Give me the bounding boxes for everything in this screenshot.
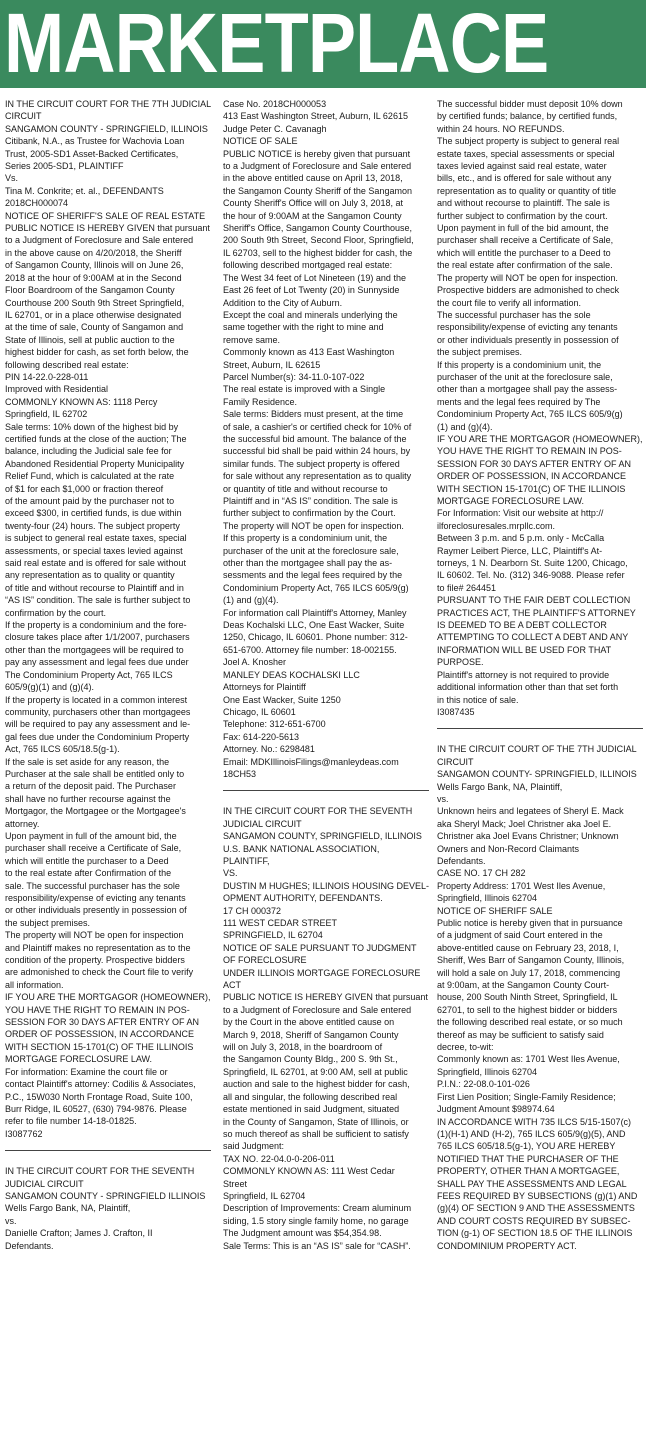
notice-line: Judge Peter C. Cavanagh [223, 123, 327, 134]
notice-line: The subject property is subject to general real [437, 136, 620, 147]
notice-line: Sheriff's Office, Sangamon County Courthouse, [223, 223, 412, 234]
notice-line: Description of Improvements: Cream aluminum [223, 1203, 412, 1214]
column-1 [5, 98, 211, 1445]
notice-line: The property will NOT be open for inspection [5, 930, 184, 941]
notice-line: SANGAMON COUNTY, SPRINGFIELD, ILLINOIS [223, 831, 422, 842]
notice-line: Citibank, N.A., as Trustee for Wachovia Loan [5, 136, 185, 147]
notice-line: 200 South 9th Street, Second Floor, Springfield, [223, 235, 414, 246]
notice-line: above-entitled cause on February 23, 2018, I, [437, 942, 619, 953]
notice-line: Floor Boardroom of the Sangamon County [5, 285, 175, 296]
notice-line: IS DEEMED TO BE A DEBT COLLECTOR [437, 620, 607, 631]
notice-line: SANGAMON COUNTY - SPRINGFIELD, ILLINOIS [5, 123, 208, 134]
notice-line: First Lien Position; Single-Family Residence; [437, 1091, 616, 1102]
legal-notice [437, 98, 643, 718]
notice-line: Street, Auburn, IL 62615 [223, 359, 321, 370]
notice-divider [223, 790, 429, 791]
notice-line: MANLEY DEAS KOCHALSKI LLC [223, 669, 360, 680]
notice-line: FEES REQUIRED BY SUBSECTIONS (g)(1) AND [437, 1190, 638, 1201]
notice-line: IN ACCORDANCE WITH 735 ILCS 5/15-1507(c) [437, 1116, 632, 1127]
notice-line: NOTICE OF SHERIFF'S SALE OF REAL ESTATE [5, 210, 206, 221]
notice-line: IL 62703, sell to the highest bidder for cash, the [223, 247, 413, 258]
notice-line: at the time of sale, County of Sangamon and [5, 322, 184, 333]
notice-divider [5, 1150, 211, 1151]
notice-line: Judgment Amount $98974.64 [437, 1104, 555, 1115]
notice-line: refer to file number 14-18-01825. [5, 1116, 137, 1127]
notice-line: The West 34 feet of Lot Nineteen (19) and the [223, 272, 406, 283]
notice-line: ORDER OF POSSESSION, IN ACCORDANCE [5, 1029, 195, 1040]
notice-line: exceed $300, in certified funds, is due within [5, 508, 182, 519]
notice-line: WITH SECTION 15-1701(C) OF THE ILLINOIS [437, 483, 626, 494]
notice-line: PROPERTY, OTHER THAN A MORTGAGEE, [437, 1166, 620, 1177]
notice-line: Wells Fargo Bank, NA, Plaintiff, [437, 781, 563, 792]
notice-line: PURPOSE. [437, 657, 484, 668]
notice-line: NOTIFIED THAT THE PURCHASER OF THE [437, 1153, 619, 1164]
notice-line: following described mortgaged real estate: [223, 260, 393, 271]
notice-line: COMMONLY KNOWN AS: 1118 Percy [5, 396, 158, 407]
notice-line: 62701, to sell to the highest bidder or bidders [437, 1004, 618, 1015]
notice-line: taxes levied against said real estate, water [437, 161, 607, 172]
notice-line: which will entitle the purchaser to a Deed to [437, 247, 611, 258]
notice-line: bills, etc., and is offered for sale without any [437, 173, 612, 184]
notice-line: additional information other than that set forth [437, 682, 619, 693]
column-3 [437, 98, 643, 1445]
notice-line: The Condominium Property Act, 765 ILCS [5, 669, 173, 680]
notice-line: Springfield, IL 62701, at 9:00 AM, sell at public [223, 1066, 408, 1077]
notice-line: of the amount paid by the purchaser not to [5, 496, 175, 506]
notice-line: Public notice is hereby given that in pursuance [437, 918, 623, 928]
notice-line: SHALL PAY THE ASSESSMENTS AND LEGAL [437, 1178, 627, 1189]
notice-line: same together with the right to mine and [223, 322, 384, 333]
notice-line: community, purchasers other than mortgagees [5, 706, 191, 717]
notice-line: U.S. BANK NATIONAL ASSOCIATION, [223, 843, 380, 854]
notice-line: sessments and the legal fees required by the [223, 570, 403, 581]
notice-line: purchaser of the unit at the foreclosure sale, [437, 371, 613, 382]
notice-line: CONDOMINIUM PROPERTY ACT. [437, 1240, 577, 1251]
notice-columns [5, 98, 643, 1445]
notice-line: For Information: Visit our website at http:// [437, 508, 604, 519]
notice-line: If the property is a condominium and the fore- [5, 620, 187, 631]
notice-line: assessments, or special taxes levied against [5, 545, 183, 556]
notice-line: Mortgagor, the Mortgagee or the Mortgagee's [5, 806, 186, 817]
notice-line: P.I.N.: 22-08.0-101-026 [437, 1079, 530, 1090]
notice-line: One East Wacker, Suite 1250 [223, 694, 341, 705]
notice-line: confirmation by the court. [5, 607, 107, 618]
notice-line: purchaser shall receive a Certificate of Sale, [5, 843, 182, 854]
notice-line: 2018CH000074 [5, 198, 69, 209]
notice-line: balance, including the Judicial sale fee for [5, 446, 172, 457]
notice-line: all and singular, the following described real [223, 1091, 398, 1102]
notice-line: at 9:00am, at the Sangamon County Court- [437, 980, 610, 991]
notice-line: Springfield, IL 62704 [223, 1190, 306, 1201]
notice-line: ORDER OF POSSESSION, IN ACCORDANCE [437, 471, 627, 482]
notice-line: to a Judgment of Foreclosure and Sale entered [223, 161, 412, 172]
notice-line: the real estate after confirmation of the sale. [437, 260, 613, 271]
notice-line: Owners and Non-Record Claimants [437, 843, 580, 854]
notice-line: siding, 1.5 story single family home, no garage [223, 1215, 409, 1226]
notice-line: 1250, Chicago, IL 60601. Phone number: 312- [223, 632, 408, 643]
notice-line: March 9, 2018, Sheriff of Sangamon County [223, 1029, 399, 1040]
notice-line: auction and sale to the highest bidder for cash, [223, 1079, 410, 1090]
notice-line: The property will NOT be open for inspection. [223, 520, 404, 531]
notice-line: NOTICE OF SALE [223, 136, 298, 147]
notice-line: Purchaser at the sale shall be entitled only to [5, 768, 185, 779]
notice-line: IL 62701, or in a place otherwise designated [5, 309, 182, 320]
notice-line: For information: Examine the court file or [5, 1066, 168, 1077]
notice-line: Email: MDKIllinoisFilings@manleydeas.com [223, 756, 399, 767]
notice-line: by certified funds; balance, by certified funds, [437, 111, 618, 122]
notice-line: following described real estate: [5, 359, 129, 370]
notice-line: of title and without recourse to Plaintiff and in [5, 582, 184, 593]
notice-line: other than a mortgagee shall pay the assess- [437, 384, 618, 395]
notice-line: of Sangamon County, Illinois will on June 26, [5, 260, 184, 271]
notice-line: SPRINGFIELD, IL 62704 [223, 930, 323, 941]
notice-line: Danielle Crafton; James J. Crafton, II [5, 1228, 153, 1239]
notice-line: IN THE CIRCUIT COURT FOR THE SEVENTH [223, 806, 413, 817]
notice-line: Springfield, Illinois 62704 [437, 893, 538, 904]
notice-line: If this property is a condominium unit, the [223, 533, 388, 544]
notice-line: JUDICIAL CIRCUIT [5, 1178, 84, 1189]
notice-line: 413 East Washington Street, Auburn, IL 62615 [223, 111, 408, 122]
notice-line: of sale, a cashier's or certified check for 10% of [223, 421, 412, 432]
notice-line: other than the mortgagees will be required to [5, 644, 184, 655]
notice-line: ilforeclosuresales.mrpllc.com. [437, 520, 556, 531]
notice-line: Street [223, 1178, 248, 1189]
notice-line: Christner aka Joel Evans Christner; Unknown [437, 831, 619, 842]
notice-line: Wells Fargo Bank, NA, Plaintiff, [5, 1203, 131, 1214]
notice-line: TAX NO. 22-04.0-0-206-011 [223, 1153, 335, 1164]
notice-line: UNDER ILLINOIS MORTGAGE FORECLOSURE [223, 967, 421, 978]
notice-line: The real estate is improved with a Single [223, 384, 386, 395]
notice-line: PUBLIC NOTICE IS HEREBY GIVEN that pursuant [5, 223, 210, 234]
notice-line: The successful purchaser has the sole [437, 309, 591, 320]
notice-line: Courthouse 200 South 9th Street Springfield, [5, 297, 185, 308]
notice-line: in this notice of sale. [437, 694, 519, 705]
notice-line: Sale terms: 10% down of the highest bid by [5, 421, 179, 432]
notice-line: Unknown heirs and legatees of Sheryl E. Mack [437, 806, 624, 817]
notice-line: and Plaintiff makes no representation as to the [5, 942, 191, 953]
notice-line: If this property is a condominium unit, the [437, 359, 602, 370]
notice-line: or quantity of title and without recourse to [223, 483, 388, 494]
notice-line: Defendants. [5, 1240, 54, 1251]
notice-line: 765 ILCS 605/18.5(g-1), YOU ARE HEREBY [437, 1141, 616, 1152]
notice-line: Springfield, Illinois 62704 [437, 1066, 538, 1077]
notice-line: for sale without any representation as to quality [223, 471, 412, 482]
notice-line: Parcel Number(s): 34-11.0-107-022 [223, 371, 365, 382]
notice-line: will hold a sale on July 17, 2018, commencing [437, 967, 621, 978]
notice-line: ments and the legal fees required by The [437, 396, 601, 407]
notice-line: SANGAMON COUNTY - SPRINGFIELD ILLINOIS [5, 1190, 206, 1201]
notice-line: Defendants. [437, 855, 486, 866]
notice-line: estate taxes, special assessments or special [437, 148, 615, 159]
notice-line: The property will NOT be open for inspection. [437, 272, 618, 283]
notice-line: Trust, 2005-SD1 Asset-Backed Certificates, [5, 148, 179, 159]
notice-divider [437, 728, 643, 729]
notice-line: 651-6700. Attorney file number: 18-002155. [223, 644, 397, 655]
notice-line: are admonished to check the Court file to verify [5, 967, 194, 978]
legal-notice [437, 743, 643, 1252]
notice-line: decree, to-wit: [437, 1042, 494, 1053]
notice-line: further subject to confirmation by the court. [437, 210, 608, 221]
notice-line: 2018 at the hour of 9:00AM at in the Second [5, 272, 182, 283]
notice-line: the subject premises. [437, 347, 523, 358]
notice-line: COMMONLY KNOWN AS: 111 West Cedar [223, 1166, 395, 1177]
notice-line: “AS IS” condition. The sale is further subject to [5, 595, 191, 606]
notice-line: twenty-four (24) hours. The subject property [5, 520, 180, 531]
notice-line: Except the coal and minerals underlying the [223, 309, 398, 320]
notice-line: estate mentioned in said Judgment, situated [223, 1104, 400, 1115]
notice-line: in the above cause on 4/20/2018, the Sheriff [5, 247, 182, 258]
notice-line: (g)(4) OF SECTION 9 AND THE ASSESSMENTS [437, 1203, 635, 1214]
notice-line: (1) and (g)(4). [437, 421, 493, 432]
notice-line: the Sangamon County Bldg., 200 S. 9th St., [223, 1054, 398, 1065]
notice-line: Fax: 614-220-5613 [223, 731, 300, 742]
notice-line: said real estate and is offered for sale without [5, 558, 186, 569]
notice-line: IN THE CIRCUIT COURT FOR THE 7TH JUDICIAL [5, 99, 211, 109]
notice-line: which will entitle the purchaser to a Deed [5, 855, 169, 866]
notice-line: Case No. 2018CH000053 [223, 99, 327, 109]
notice-line: Family Residence. [223, 396, 298, 407]
notice-line: responsibility/expense of evicting any tenants [5, 893, 186, 903]
notice-line: Addition to the City of Auburn. [223, 297, 343, 308]
notice-line: NOTICE OF SALE PURSUANT TO JUDGMENT [223, 942, 417, 953]
notice-line: IF YOU ARE THE MORTGAGOR (HOMEOWNER), [437, 433, 643, 444]
notice-line: similar funds. The subject property is offered [223, 458, 400, 469]
notice-line: YOU HAVE THE RIGHT TO REMAIN IN POS- [437, 446, 622, 457]
notice-line: SESSION FOR 30 DAYS AFTER ENTRY OF AN [5, 1017, 200, 1028]
notice-line: 18CH53 [223, 768, 257, 779]
notice-line: Relief Fund, which is calculated at the rate [5, 471, 175, 482]
notice-line: County Sheriff's Office will on July 3, 2018, at [223, 198, 403, 209]
notice-line: PURSUANT TO THE FAIR DEBT COLLECTION [437, 595, 631, 606]
notice-line: For information call Plaintiff's Attorney, Manley [223, 607, 407, 618]
notice-line: MORTGAGE FORECLOSURE LAW. [437, 496, 585, 506]
notice-line: will be required to pay any assessment and le- [5, 719, 191, 730]
notice-line: PUBLIC NOTICE IS HEREBY GIVEN that pursuant [223, 992, 428, 1003]
notice-line: JUDICIAL CIRCUIT [223, 818, 302, 829]
notice-line: a return of the deposit paid. The Purchaser [5, 781, 176, 792]
notice-line: Commonly known as 413 East Washington [223, 347, 395, 358]
notice-line: 605/9(g)(1) and (g)(4). [5, 682, 95, 693]
notice-line: IN THE CIRCUIT COURT OF THE 7TH JUDICIAL [437, 744, 637, 755]
notice-line: further subject to confirmation by the Court. [223, 508, 396, 519]
notice-line: The successful bidder must deposit 10% down [437, 99, 623, 109]
notice-line: (1) and (g)(4). [223, 595, 279, 606]
notice-line: If the property is located in a common interest [5, 694, 188, 705]
notice-line: Property Address: 1701 West Iles Avenue, [437, 880, 606, 891]
notice-line: contact Plaintiff's attorney: Codilis & Associates, [5, 1079, 196, 1090]
notice-line: ATTEMPTING TO COLLECT A DEBT AND ANY [437, 632, 629, 643]
notice-line: so much thereof as shall be sufficient to satisfy [223, 1128, 409, 1139]
notice-line: the hour of 9:00AM at the Sangamon County [223, 210, 402, 221]
notice-line: purchaser shall receive a Certificate of Sale, [437, 235, 614, 246]
notice-line: closure takes place after 1/1/2007, purchasers [5, 632, 190, 643]
notice-line: Act, 765 ILCS 605/18.5(g-1). [5, 744, 120, 755]
notice-line: vs. [437, 793, 449, 804]
notice-line: NOTICE OF SHERIFF SALE [437, 905, 553, 916]
notice-line: 17 CH 000372 [223, 905, 282, 916]
notice-line: Plaintiff and in “AS IS” condition. The sale is [223, 496, 398, 506]
notice-line: purchaser of the unit at the foreclosure sale, [223, 545, 399, 556]
notice-line: Attorneys for Plaintiff [223, 682, 306, 693]
notice-line: Commonly known as: 1701 West Iles Avenue, [437, 1054, 620, 1065]
notice-line: Between 3 p.m. and 5 p.m. only - McCalla [437, 533, 605, 544]
notice-line: WITH SECTION 15-1701(C) OF THE ILLINOIS [5, 1041, 194, 1052]
notice-line: to file# 264451 [437, 582, 497, 593]
notice-line: CASE NO. 17 CH 282 [437, 868, 526, 879]
notice-line: to a Judgment of Foreclosure and Sale entered [5, 235, 194, 246]
notice-line: I3087435 [437, 706, 475, 717]
notice-line: or other individuals presently in possession of [437, 334, 619, 345]
notice-line: the court file to verify all information. [437, 297, 582, 308]
notice-line: in the County of Sangamon, State of Illinois, or [223, 1116, 409, 1127]
notice-line: aka Sheryl Mack; Joel Christner aka Joel E. [437, 818, 612, 829]
notice-line: Improved with Residential [5, 384, 109, 395]
notice-line: said Judgment: [223, 1141, 285, 1152]
notice-line: PIN 14-22.0-228-011 [5, 371, 89, 382]
notice-line: thereof as may be sufficient to satisfy said [437, 1029, 604, 1040]
notice-line: the Sangamon County Sheriff of the Sangamon [223, 185, 412, 196]
notice-line: PLAINTIFF, [223, 855, 270, 866]
notice-line: responsibility/expense of evicting any tenants [437, 322, 618, 333]
notice-line: Prospective bidders are admonished to check [437, 285, 620, 296]
notice-line: other than the mortgagee shall pay the as- [223, 558, 393, 569]
notice-line: of a judgment of said Court entered in the [437, 930, 603, 941]
notice-line: The Judgment amount was $54,354.98. [223, 1228, 382, 1239]
notice-line: Burr Ridge, IL 60527, (630) 794-9876. Please [5, 1103, 187, 1114]
notice-line: to a Judgment of Foreclosure and Sale entered [223, 1004, 412, 1015]
notice-line: all information. [5, 979, 64, 990]
notice-line: CIRCUIT [437, 756, 474, 767]
legal-notice [5, 98, 211, 1140]
notice-line: IN THE CIRCUIT COURT FOR THE SEVENTH [5, 1166, 195, 1177]
legal-notice [223, 805, 429, 1252]
notice-line: MORTGAGE FORECLOSURE LAW. [5, 1054, 153, 1065]
notice-line: P.C., 15W030 North Frontage Road, Suite 100, [5, 1091, 193, 1102]
legal-notice [5, 1165, 211, 1252]
notice-line: PRACTICES ACT, THE PLAINTIFF'S ATTORNEY [437, 607, 636, 618]
notice-line: Attorney. No.: 6298481 [223, 744, 315, 755]
notice-line: by the Court in the above entitled cause on [223, 1017, 395, 1028]
notice-line: Springfield, IL 62702 [5, 409, 88, 420]
notice-line: Upon payment in full of the amount bid, the [5, 830, 177, 841]
legal-notice [223, 98, 429, 780]
notice-line: of $1 for each $1,000 or fraction thereof [5, 483, 164, 494]
marketplace-banner [0, 0, 646, 88]
notice-line: shall have no further recourse against the [5, 793, 171, 804]
notice-line: PUBLIC NOTICE is hereby given that pursuant [223, 148, 411, 159]
notice-line: I3087762 [5, 1128, 43, 1139]
notice-line: (1)(H-1) AND (H-2), 765 ILCS 605/9(g)(5), AND [437, 1128, 626, 1139]
notice-line: TION (g-1) OF SECTION 18.5 OF THE ILLINOIS [437, 1228, 633, 1239]
notice-line: Sale Terms: This is an “AS IS” sale for “CASH”. [223, 1240, 411, 1251]
notice-line: State of Illinois, sell at public auction to the [5, 334, 175, 345]
notice-line: and without recourse to plaintiff. The sale is [437, 198, 610, 209]
notice-line: Tina M. Conkrite; et. al., DEFENDANTS [5, 185, 164, 196]
notice-line: condition of the property. Prospective bidders [5, 955, 185, 966]
notice-line: Condominium Property Act, 765 ILCS 605/9(g) [437, 409, 623, 420]
notice-line: 111 WEST CEDAR STREET [223, 918, 338, 928]
notice-line: the following described real estate, or so much [437, 1017, 623, 1028]
page-title: MARKETPLACE [4, 0, 549, 88]
notice-line: Condominium Property Act, 765 ILCS 605/9(g) [223, 582, 409, 593]
notice-line: any representation as to quality or quantity [5, 570, 175, 581]
column-2 [223, 98, 429, 1445]
notice-line: YOU HAVE THE RIGHT TO REMAIN IN POS- [5, 1004, 190, 1015]
notice-line: the subject premises. [5, 917, 91, 928]
notice-line: sale. The successful purchaser has the sole [5, 880, 180, 891]
notice-line: AND COURT COSTS REQUIRED BY SUBSEC- [437, 1215, 631, 1226]
notice-line: vs. [5, 1215, 17, 1226]
notice-line: OPMENT AUTHORITY, DEFENDANTS. [223, 893, 383, 904]
notice-line: SESSION FOR 30 DAYS AFTER ENTRY OF AN [437, 458, 632, 469]
notice-line: pay any assessment and legal fees due under [5, 657, 189, 668]
notice-line: Chicago, IL 60601 [223, 706, 296, 717]
notice-line: will on July 3, 2018, in the boardroom of [223, 1042, 383, 1053]
notice-line: or other individuals presently in possession of [5, 905, 187, 916]
notice-line: SANGAMON COUNTY- SPRINGFIELD, ILLINOIS [437, 769, 637, 780]
notice-line: IL 60602. Tel. No. (312) 346-9088. Please refer [437, 570, 625, 581]
notice-line: Deas Kochalski LLC, One East Wacker, Suite [223, 620, 405, 631]
notice-line: successful bid shall be paid within 24 hours, by [223, 446, 411, 457]
notice-line: If the sale is set aside for any reason, the [5, 756, 170, 767]
notice-line: representation as to quality or quantity of title [437, 185, 617, 196]
notice-line: Plaintiff's attorney is not required to provide [437, 669, 610, 680]
notice-line: in the above entitled cause on April 13, 2018, [223, 173, 403, 184]
notice-line: is subject to general real estate taxes, special [5, 533, 187, 544]
notice-line: attorney. [5, 818, 40, 829]
notice-line: gal fees due under the Condominium Property [5, 731, 190, 742]
notice-line: VS. [223, 868, 238, 879]
notice-line: house, 200 South Ninth Street, Springfield, IL [437, 992, 618, 1003]
notice-line: CIRCUIT [5, 111, 42, 122]
notice-line: to the real estate after Confirmation of the [5, 868, 172, 879]
notice-line: Series 2005-SD1, PLAINTIFF [5, 161, 124, 172]
notice-line: remove same. [223, 334, 281, 345]
notice-line: certified funds at the close of the auction; The [5, 433, 187, 444]
notice-line: within 24 hours. NO REFUNDS. [437, 123, 565, 134]
notice-line: highest bidder for cash, as set forth below, the [5, 347, 189, 358]
notice-line: OF FORECLOSURE [223, 955, 307, 966]
notice-line: torneys, 1 N. Dearborn St. Suite 1200, Chicago, [437, 558, 628, 569]
notice-line: Raymer Leibert Pierce, LLC, Plaintiff's At- [437, 545, 603, 556]
notice-line: Telephone: 312-651-6700 [223, 719, 326, 730]
notice-line: DUSTIN M HUGHES; ILLINOIS HOUSING DEVEL- [223, 880, 429, 891]
notice-line: Sale terms: Bidders must present, at the time [223, 409, 404, 420]
notice-line: Sheriff, Wes Barr of Sangamon County, Illinois, [437, 955, 625, 966]
notice-line: ACT [223, 980, 241, 991]
notice-line: INFORMATION WILL BE USED FOR THAT [437, 644, 612, 655]
notice-line: Upon payment in full of the bid amount, the [437, 223, 609, 234]
notice-line: Abandoned Residential Property Municipality [5, 458, 185, 469]
notice-line: Joel A. Knosher [223, 657, 287, 668]
notice-line: the successful bid amount. The balance of the [223, 433, 407, 444]
notice-line: IF YOU ARE THE MORTGAGOR (HOMEOWNER), [5, 992, 211, 1003]
notice-line: Vs. [5, 173, 19, 184]
notice-line: East 26 feet of Lot Twenty (20) in Sunnyside [223, 285, 400, 296]
